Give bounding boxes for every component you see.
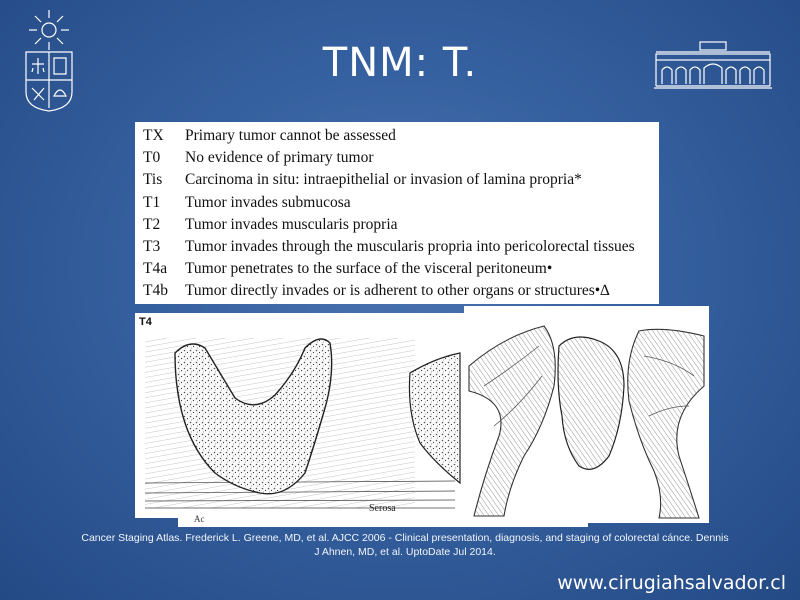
website-url: www.cirugiahsalvador.cl bbox=[557, 572, 786, 594]
caption-line-2: J Ahnen, MD, et al. UptoDate Jul 2014. bbox=[314, 546, 496, 558]
stage-code: T2 bbox=[143, 215, 161, 233]
serosa-label: Serosa bbox=[369, 503, 396, 514]
stage-code: T0 bbox=[143, 149, 161, 167]
stage-code: Tis bbox=[143, 171, 163, 189]
table-row bbox=[143, 236, 635, 258]
figure-caption bbox=[60, 531, 750, 559]
figure-panel-label: T4 bbox=[139, 316, 152, 328]
caption-line-1: Cancer Staging Atlas. Frederick L. Greene, MD, et al. AJCC 2006 - Clinical presentation, diagnosis, and staging of colorectal cánce. Dennis bbox=[81, 532, 729, 544]
bowel-wall-illustration bbox=[464, 306, 709, 523]
stage-description: Carcinoma in situ: intraepithelial or invasion of lamina propria* bbox=[185, 171, 582, 189]
slide-title: TNM: T. bbox=[322, 40, 478, 86]
table-row bbox=[143, 258, 635, 280]
stage-description: Tumor invades muscularis propria bbox=[185, 215, 398, 233]
stage-code: T4a bbox=[143, 260, 168, 278]
table-row bbox=[143, 169, 635, 191]
stage-code: TX bbox=[143, 127, 164, 145]
stage-description: Tumor penetrates to the surface of the visceral peritoneum• bbox=[185, 260, 553, 278]
stage-code: T4b bbox=[143, 282, 168, 300]
stage-description: Tumor invades through the muscularis propria into pericolorectal tissues bbox=[185, 238, 635, 256]
stage-description: Tumor directly invades or is adherent to other organs or structures•∆ bbox=[185, 282, 610, 300]
stage-code: T1 bbox=[143, 193, 161, 211]
table-row bbox=[143, 192, 635, 214]
stage-description: Tumor invades submucosa bbox=[185, 193, 351, 211]
stage-code: T3 bbox=[143, 238, 161, 256]
stage-description: No evidence of primary tumor bbox=[185, 149, 374, 167]
t4-tumor-illustration bbox=[135, 313, 465, 518]
table-row bbox=[143, 125, 635, 147]
table-row bbox=[143, 147, 635, 169]
tnm-classification-table bbox=[135, 122, 659, 304]
table-row bbox=[143, 214, 635, 236]
stage-description: Primary tumor cannot be assessed bbox=[185, 127, 396, 145]
figure-ac-label: Ac bbox=[194, 514, 205, 524]
hospital-building-logo bbox=[652, 40, 774, 92]
table-row bbox=[143, 280, 635, 302]
